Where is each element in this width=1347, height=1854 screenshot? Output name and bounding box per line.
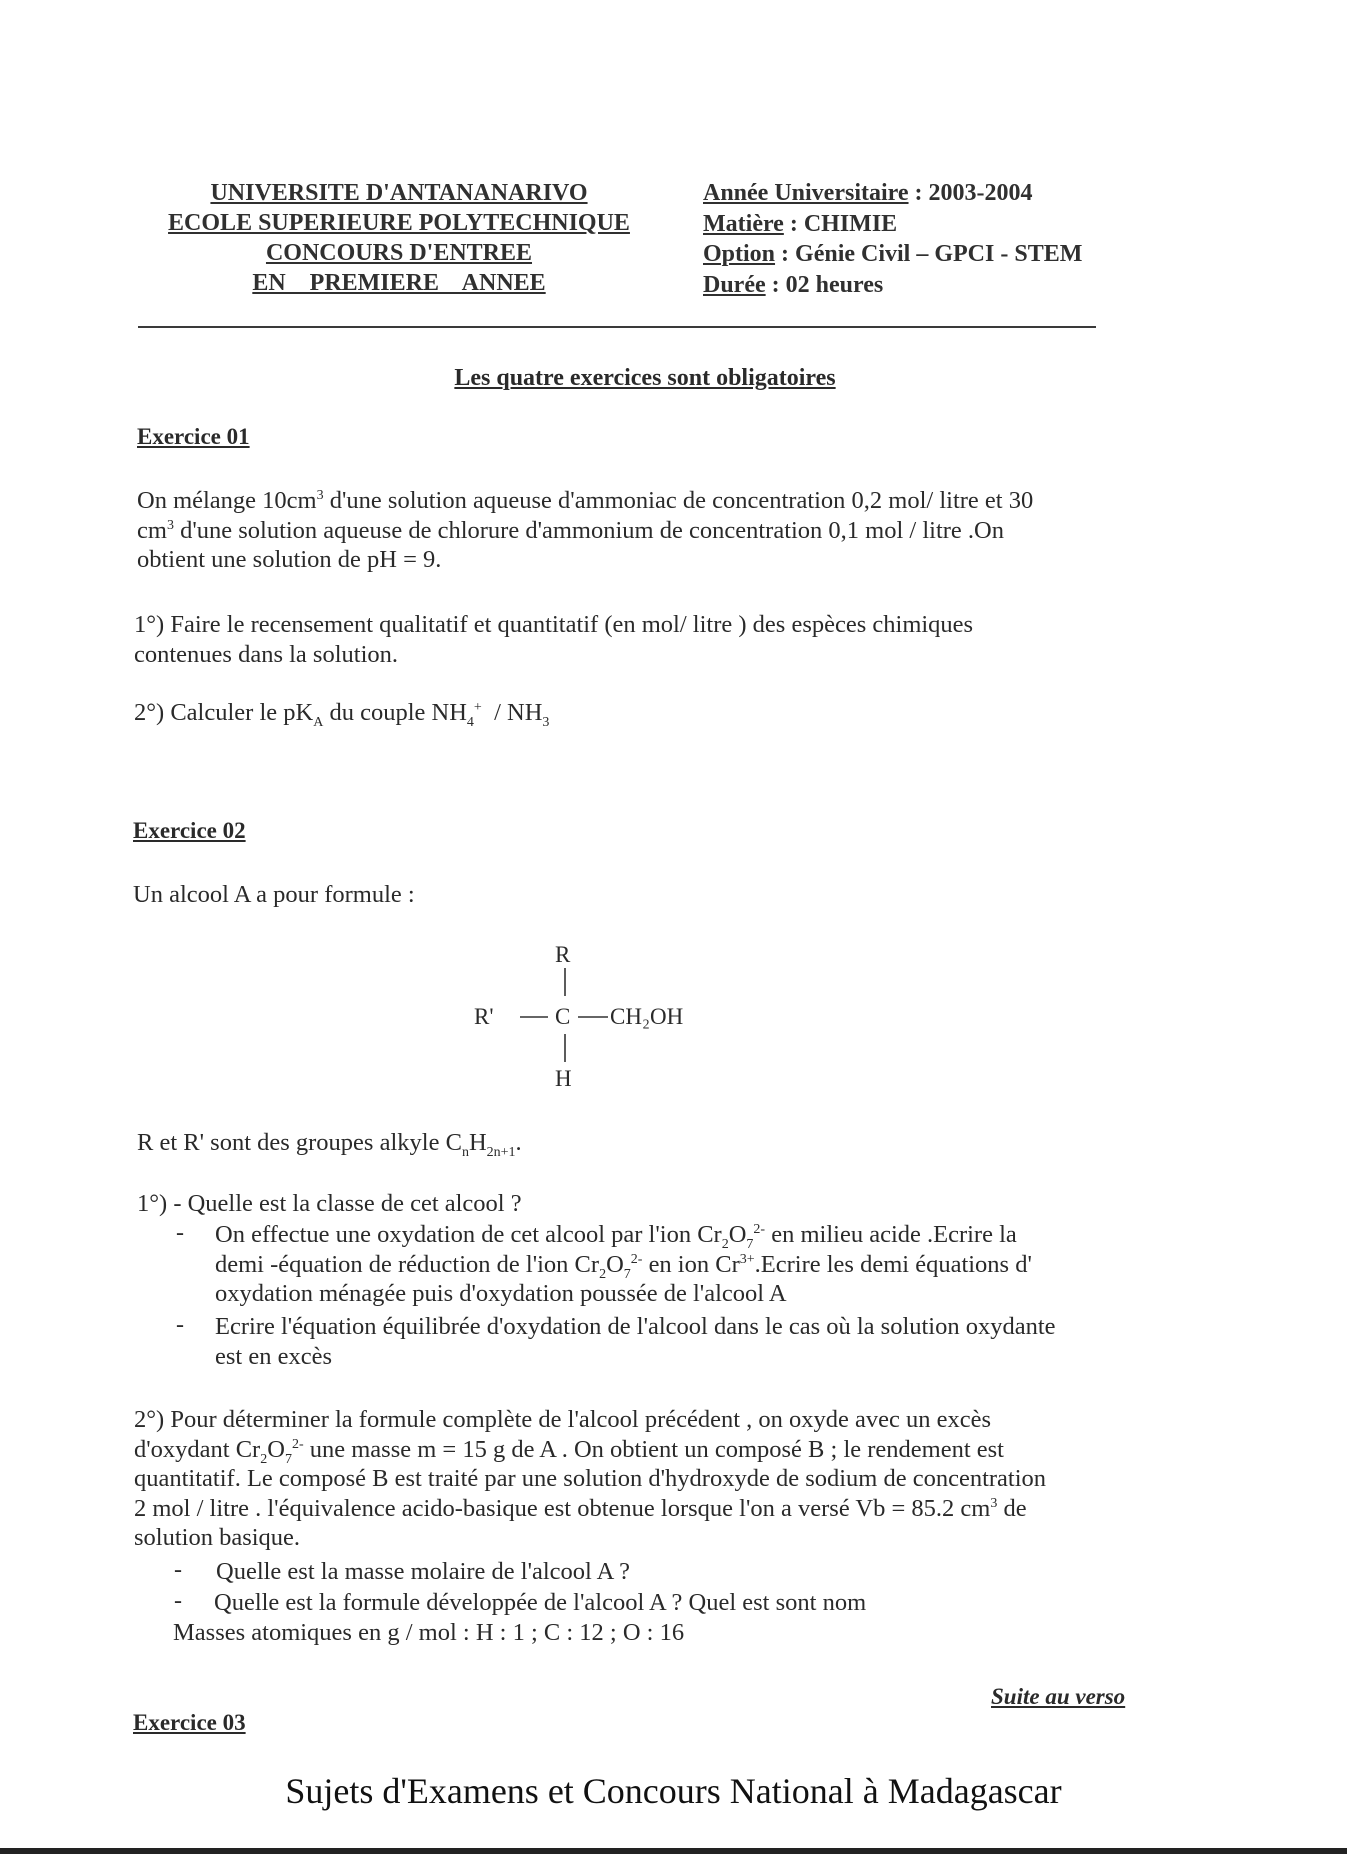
info-year: Année Universitaire : 2003-2004 — [703, 180, 1033, 206]
ex2-question-1: 1°) - Quelle est la classe de cet alcool ? — [137, 1190, 522, 1217]
ex2-q2-bullet-1: Quelle est la masse molaire de l'alcool A ? — [216, 1558, 630, 1585]
institution-header — [134, 178, 664, 298]
exam-name: CONCOURS D'ENTREE — [265, 240, 533, 266]
ex2-question-2: 2°) Pour déterminer la formule complète de l'alcool précédent , on oxyde avec un excès d'oxydant $Cr_2O_7^{2-}$ une masse m = 15 g de A . On obtient un composé B ; le rendement est quantitatif. Le composé B est traité par une solution d'hydroxyde de sodium de concentration 2 mol / litre . l'équivalence acido-basique est obtenue lorsque l'on a versé Vb = 85.2 $cm^3$ de solution basique. — [134, 1406, 1047, 1551]
school-name: ECOLE SUPERIEURE POLYTECHNIQUE — [168, 210, 630, 236]
formula-center-carbon: C — [555, 1004, 571, 1029]
exam-level: EN PREMIERE ANNEE — [252, 270, 546, 296]
instruction: Les quatre exercices sont obligatoires — [454, 365, 836, 391]
info-option: Option : Génie Civil – GPCI - STEM — [703, 241, 1083, 267]
header-divider — [138, 326, 1096, 328]
info-subject: Matière : CHIMIE — [703, 210, 898, 237]
exam-info — [703, 178, 1082, 300]
info-duration: Durée : 02 heures — [703, 271, 884, 298]
formula-right-group: CH₂OH — [610, 1004, 684, 1029]
footer-watermark: Sujets d'Examens et Concours National à Madagascar — [285, 1771, 1062, 1811]
exercise-2-title: Exercice 02 — [133, 818, 246, 843]
ex1-question-1: 1°) Faire le recensement qualitatif et quantitatif (en mol/ litre ) des espèces chimiques contenues dans la solution. — [134, 611, 974, 668]
bullet-dash: - — [174, 1557, 182, 1583]
ex2-intro: Un alcool A a pour formule : — [133, 881, 415, 908]
ex1-question-2: 2°) Calculer le $pK_A$ du couple $NH_4^+ / NH_3$ — [134, 699, 550, 730]
formula-bottom-group: H — [555, 1066, 572, 1091]
ex2-q1-bullet-1: On effectue une oxydation de cet alcool par l'ion $Cr_2O_7^{2-}$ en milieu acide .Ecrire la demi -équation de réduction de l'ion $Cr_2O_7^{2-}$ en ion $Cr^{3+}.Ecrire$ les demi équations d' oxydation ménagée puis d'oxydation poussée de l'alcool A — [215, 1221, 1032, 1307]
bullet-dash: - — [176, 1220, 184, 1246]
bullet-dash: - — [174, 1588, 182, 1614]
atomic-masses: Masses atomiques en g / mol : H : 1 ; C : 12 ; O : 16 — [173, 1619, 685, 1646]
exercise-3-title: Exercice 03 — [133, 1710, 246, 1735]
formula-top-group: R — [555, 942, 571, 967]
exercise-1-title: Exercice 01 — [137, 424, 250, 449]
ex1-intro: On mélange $10cm^3$ d'une solution aqueuse d'ammoniac de concentration 0,2 mol/ litre et 30 $cm^3$ d'une solution aqueuse de chlorure d'ammonium de concentration 0,1 mol / litre .On obtient une solution de pH = 9. — [137, 487, 1034, 573]
university-name: UNIVERSITE D'ANTANANARIVO — [210, 180, 588, 206]
ex2-q2-bullet-2: Quelle est la formule développée de l'alcool A ? Quel est sont nom — [214, 1589, 867, 1616]
alcohol-structural-formula — [470, 940, 710, 1090]
continued-overleaf: Suite au verso — [991, 1684, 1126, 1709]
formula-left-group: R' — [474, 1004, 494, 1029]
bottom-border — [0, 1848, 1347, 1854]
ex2-rgroups: R et R' sont des groupes alkyle $C_nH_{2n+1}$. — [137, 1129, 522, 1160]
ex2-q1-bullet-2: Ecrire l'équation équilibrée d'oxydation de l'alcool dans le cas où la solution oxydante est en excès — [215, 1313, 1056, 1370]
bullet-dash: - — [176, 1312, 184, 1338]
